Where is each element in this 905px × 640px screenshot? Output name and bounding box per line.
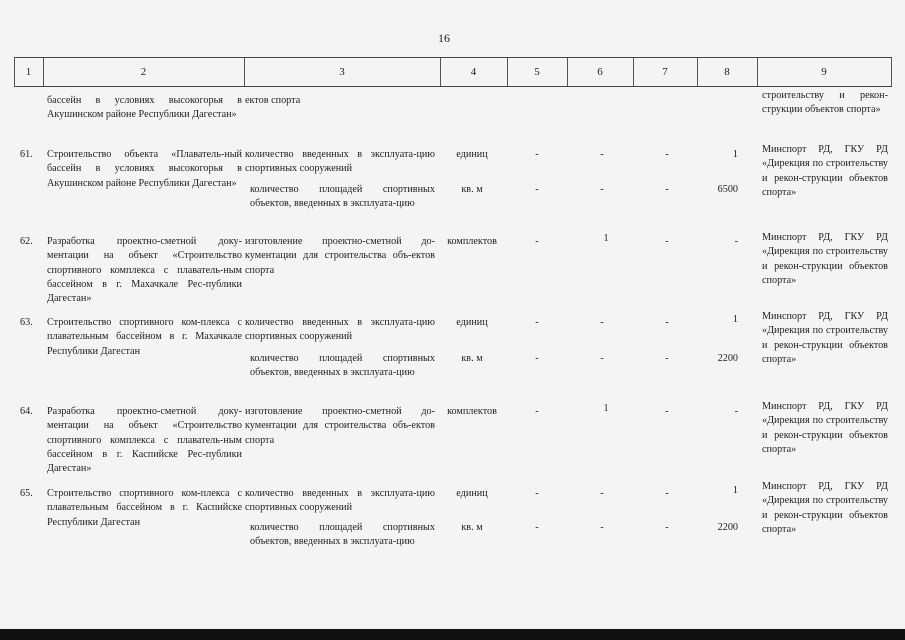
unit: единиц [456,317,488,328]
unit: кв. м [461,184,483,195]
header-col-6: 6 [597,66,603,78]
header-col-1: 1 [25,66,32,78]
unit: единиц [456,488,488,499]
row-name: Строительство объекта «Плаватель-ный бассейн в условиях высокогорья в Акушинском районе Республики Дагестан» [47,149,242,189]
value-col8: - [734,236,738,247]
indicator-text: изготовление проектно-сметной до-кументации для строительства объ-ектов спорта [245,406,435,446]
row-number: 65. [20,488,33,499]
indicator-text: изготовление проектно-сметной до-кументации для строительства объ-ектов спорта [245,236,435,276]
value-col6: - [600,353,604,364]
row-name: Разработка проектно-сметной доку-ментации на объект «Строительство спортивного комплекса с плаватель-ным бассейном в г. Махачкале Рес-публики Дагестан» [47,236,242,305]
value-col7: - [665,353,669,364]
value-col8: 2200 [717,353,738,364]
row-number: 62. [20,236,33,247]
unit: единиц [456,149,488,160]
row-number: 63. [20,317,33,328]
indicator-text: количество введенных в эксплуата-цию спортивных сооружений [245,488,435,514]
value-col5: - [535,317,539,328]
row-name: Строительство спортивного ком-плекса с плавательным бассейном в г. Махачкале Республики Дагестан [47,317,242,357]
value-col6: - [600,184,604,195]
header-separator [891,58,892,86]
continuation-indicator: ектов спорта [245,95,301,106]
header-top-line [14,57,892,58]
header-col-3: 3 [339,66,345,78]
unit: комплектов [447,236,497,247]
continuation-name: бассейн в условиях высокогорья в Акушинском районе Республики Дагестан» [47,95,242,121]
row-number: 64. [20,406,33,417]
value-col5: - [535,236,539,247]
value-col5: - [535,353,539,364]
indicator-text: количество введенных в эксплуата-цию спортивных сооружений [245,149,435,175]
value-col6: - [600,522,604,533]
executor: Минспорт РД, ГКУ РД «Дирекция по строительству и рекон-струкции объектов спорта» [762,311,888,365]
value-col7: - [665,488,669,499]
header-col-8: 8 [724,66,730,78]
indicator-text: количество введенных в эксплуата-цию спортивных сооружений [245,317,435,343]
value-col5: - [535,488,539,499]
unit: кв. м [461,353,483,364]
executor: Минспорт РД, ГКУ РД «Дирекция по строительству и рекон-струкции объектов спорта» [762,144,888,198]
row-name: Строительство спортивного ком-плекса с плавательным бассейном в г. Каспийске Республики Дагестан [47,488,242,528]
value-col7: - [665,149,669,160]
continuation-executor: строительству и рекон-струкции объектов спорта» [762,90,888,116]
unit: комплектов [447,406,497,417]
header-col-9: 9 [821,66,827,78]
page-number: 16 [438,31,450,45]
executor: Минспорт РД, ГКУ РД «Дирекция по строительству и рекон-струкции объектов спорта» [762,401,888,455]
value-col7: - [665,522,669,533]
executor: Минспорт РД, ГКУ РД «Дирекция по строительству и рекон-струкции объектов спорта» [762,481,888,535]
value-col8: - [734,406,738,417]
value-col6: - [600,317,604,328]
header-col-7: 7 [662,66,668,78]
value-col8: 1 [732,485,738,496]
value-col5: - [535,184,539,195]
executor: Минспорт РД, ГКУ РД «Дирекция по строительству и рекон-струкции объектов спорта» [762,232,888,286]
header-bottom-line [14,86,892,87]
header-col-4: 4 [470,66,477,78]
header-col-5: 5 [534,66,540,78]
row-number: 61. [20,149,33,160]
value-col8: 6500 [717,184,738,195]
value-col7: - [665,236,669,247]
value-col7: - [665,184,669,195]
row-name: Разработка проектно-сметной доку-ментации на объект «Строительство спортивного комплекса с плаватель-ным бассейном в г. Каспийске Рес-публики Дагестан» [47,406,242,475]
indicator-text: количество площадей спортивных объектов, введенных в эксплуата-цию [250,184,435,210]
header-col-2: 2 [140,66,147,78]
value-col5: - [535,522,539,533]
value-col5: - [535,149,539,160]
value-col6: 1 [603,233,609,244]
value-col8: 1 [732,149,738,160]
value-col6: 1 [603,403,609,414]
value-col7: - [665,317,669,328]
value-col6: - [600,488,604,499]
value-col6: - [600,149,604,160]
indicator-text: количество площадей спортивных объектов, введенных в эксплуата-цию [250,353,435,379]
value-col7: - [665,406,669,417]
indicator-text: количество площадей спортивных объектов, введенных в эксплуата-цию [250,522,435,548]
unit: кв. м [461,522,483,533]
value-col8: 1 [732,314,738,325]
scan-bottom-edge [0,629,905,640]
value-col8: 2200 [717,522,738,533]
value-col5: - [535,406,539,417]
